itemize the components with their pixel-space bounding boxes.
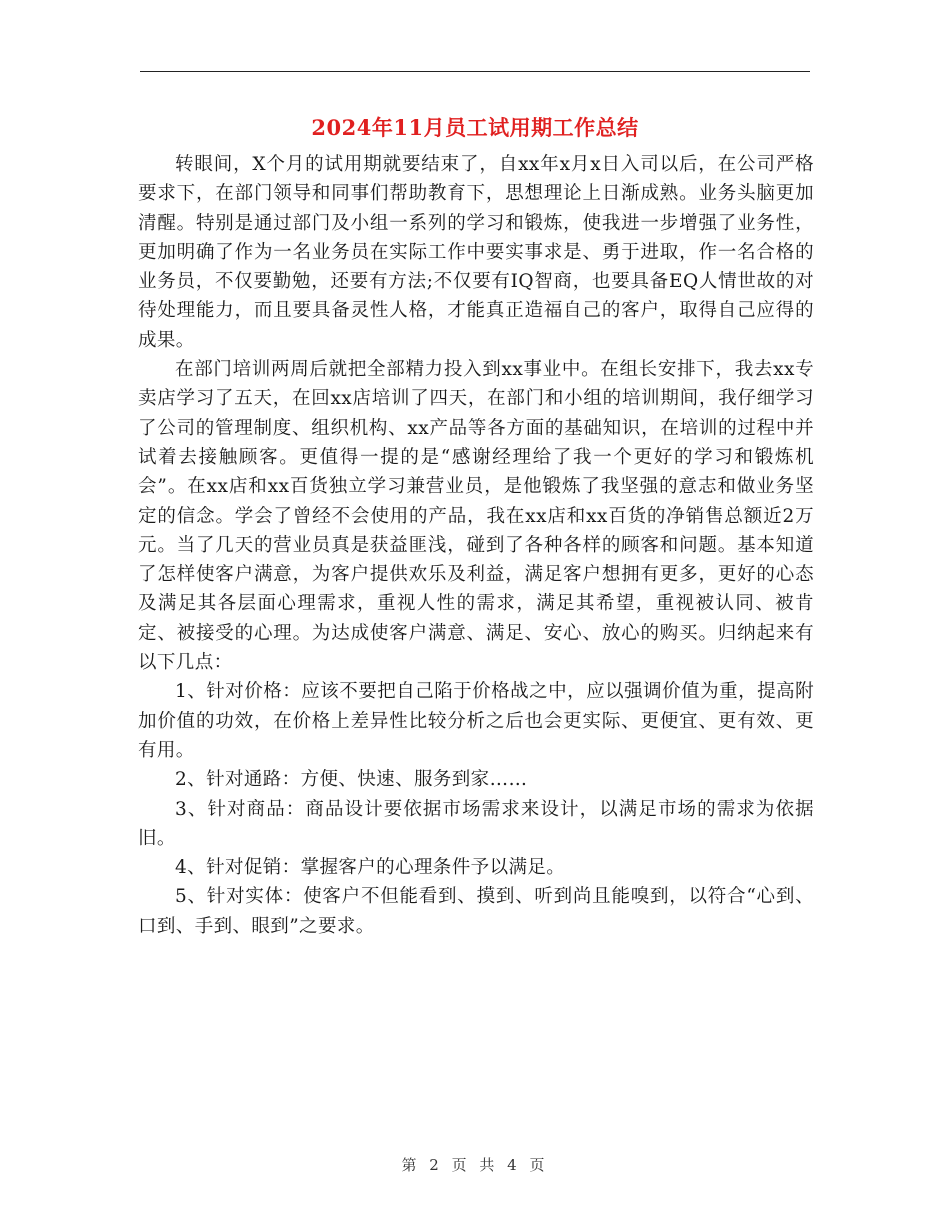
list-item-price: 1、针对价格：应该不要把自己陷于价格战之中，应以强调价值为重，提高附加价值的功效，在价格上差异性比较分析之后也会更实际、更便宜、更有效、更有用。 [138,681,814,761]
header-rule [140,71,810,72]
document-title: 2024年11月员工试用期工作总结 [311,115,639,140]
document-body [138,150,814,941]
list-item-product: 3、针对商品：商品设计要依据市场需求来设计，以满足市场的需求为依据旧。 [138,798,814,849]
paragraph-intro: 转眼间，X个月的试用期就要结束了，自xx年x月x日入司以后，在公司严格要求下，在部门领导和同事们帮助教育下，思想理论上日渐成熟。业务头脑更加清醒。特别是通过部门及小组一系列的学习和锻炼，使我进一步增强了业务性，更加明确了作为一名业务员在实际工作中要实事求是、勇于进取，作一名合格的业务员，不仅要勤勉，还要有方法;不仅要有IQ智商，也要具备EQ人情世故的对待处理能力，而且要具备灵性人格，才能真正造福自己的客户，取得自己应得的成果。 [138,154,814,351]
list-item-promotion: 4、针对促销：掌握客户的心理条件予以满足。 [175,857,566,879]
page-number: 第 2 页 共 4 页 [401,1156,549,1174]
list-item-channel: 2、针对通路：方便、快速、服务到家…… [175,769,528,791]
paragraph-training: 在部门培训两周后就把全部精力投入到xx事业中。在组长安排下，我去xx专卖店学习了五天，在回xx店培训了四天，在部门和小组的培训期间，我仔细学习了公司的管理制度、组织机构、xx产品等各方面的基础知识，在培训的过程中并试着去接触顾客。更值得一提的是“感谢经理给了我一个更好的学习和锻炼机会”。在xx店和xx百货独立学习兼营业员，是他锻炼了我坚强的意志和做业务坚定的信念。学会了曾经不会使用的产品，我在xx店和xx百货的净销售总额近2万元。当了几天的营业员真是获益匪浅，碰到了各种各样的顾客和问题。基本知道了怎样使客户满意，为客户提供欢乐及利益，满足客户想拥有更多，更好的心态及满足其各层面心理需求，重视人性的需求，满足其希望，重视被认同、被肯定、被接受的心理。为达成使客户满意、满足、安心、放心的购买。归纳起来有以下几点： [138,359,814,674]
list-item-entity: 5、针对实体：使客户不但能看到、摸到、听到尚且能嗅到，以符合“心到、口到、手到、眼到”之要求。 [138,886,814,937]
